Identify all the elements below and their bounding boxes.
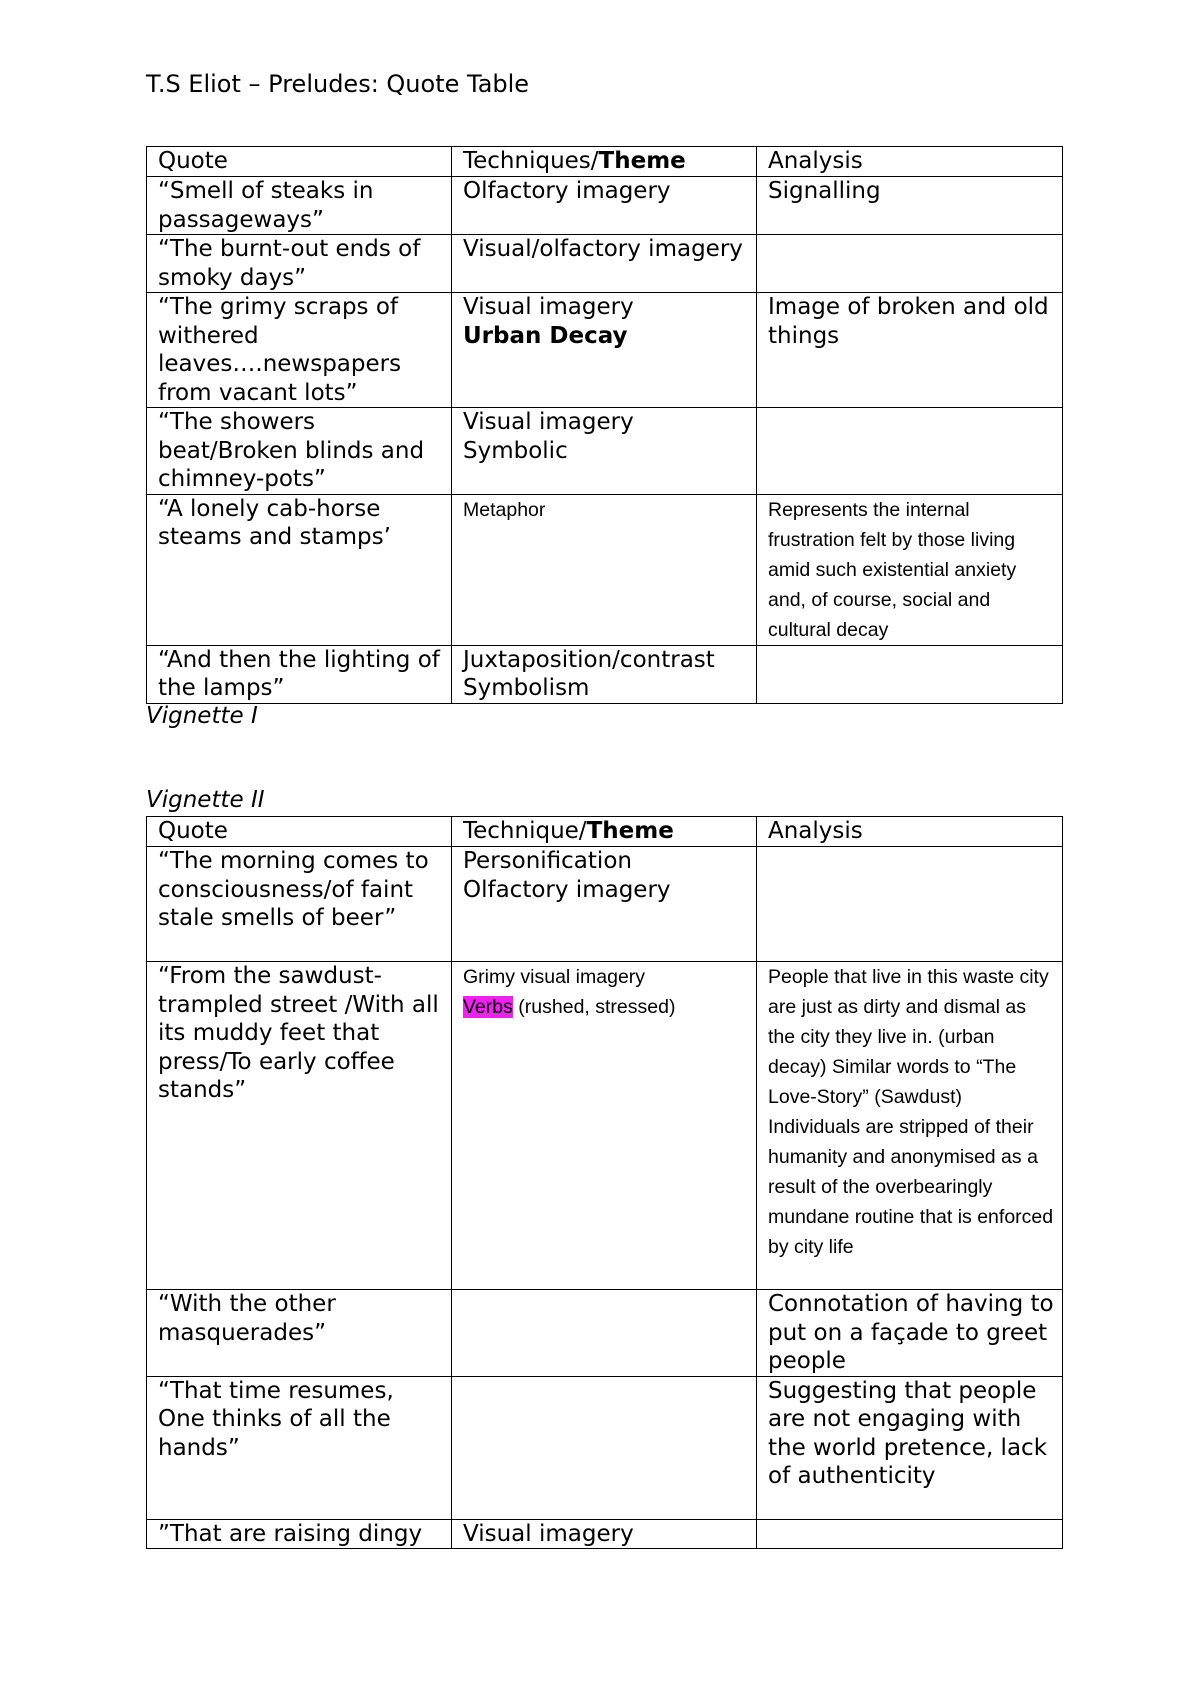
vignette-1-table (146, 146, 1063, 704)
table-row (147, 494, 1063, 645)
table-row (147, 1519, 1063, 1549)
technique-cell (452, 645, 757, 703)
technique-cell (452, 1290, 757, 1377)
quote-cell: “A lonely cab-horse steams and stamps’ (147, 494, 452, 645)
vignette-2-caption: Vignette II (146, 787, 265, 813)
table-row (147, 1376, 1063, 1519)
technique-theme: Urban Decay (463, 322, 628, 349)
quote-cell: “And then the lighting of the lamps” (147, 645, 452, 703)
analysis-cell: Image of broken and old things (757, 293, 1063, 408)
technique-cell: Visual imagery (452, 1519, 757, 1549)
table-row (147, 1290, 1063, 1377)
table-row (147, 408, 1063, 495)
header-technique-bold: Theme (586, 818, 674, 844)
table-row (147, 235, 1063, 293)
analysis-cell (757, 408, 1063, 495)
table-row (147, 293, 1063, 408)
header-technique-prefix: Techniques/ (463, 148, 599, 174)
technique-line: Personification (463, 848, 632, 874)
quote-cell: “From the sawdust-trampled street /With all its muddy feet that press/To early coffee stands” (147, 962, 452, 1290)
table-row (147, 645, 1063, 703)
technique-cell (452, 1376, 757, 1519)
quote-cell: “The showers beat/Broken blinds and chimney-pots” (147, 408, 452, 495)
page-title: T.S Eliot – Preludes: Quote Table (146, 70, 530, 98)
analysis-cell: Represents the internal frustration felt by those living amid such existential anxiety and, of course, social and cultural decay (757, 494, 1063, 645)
header-technique (452, 817, 757, 847)
analysis-cell: Connotation of having to put on a façade to greet people (757, 1290, 1063, 1377)
header-row (147, 817, 1063, 847)
technique-cell (452, 293, 757, 408)
technique-rest: (rushed, stressed) (512, 996, 676, 1018)
table-row (147, 962, 1063, 1290)
quote-cell: “That time resumes, One thinks of all the hands” (147, 1376, 452, 1519)
table-row (147, 847, 1063, 962)
highlighted-verbs: Verbs (463, 996, 513, 1018)
quote-cell: “Smell of steaks in passageways” (147, 177, 452, 235)
quote-cell: “The morning comes to consciousness/of faint stale smells of beer” (147, 847, 452, 962)
vignette-2-table (146, 816, 1063, 1549)
technique-line: Symbolic (463, 437, 568, 464)
analysis-cell (757, 645, 1063, 703)
analysis-cell: People that live in this waste city are just as dirty and dismal as the city they live in. (urban decay) Similar words to “The Love-Story” (Sawdust) Individuals are stripped of their humanity and anonymised as a result of the overbearingly mundane routine that is enforced by city life (757, 962, 1063, 1290)
quote-cell: “The burnt-out ends of smoky days” (147, 235, 452, 293)
technique-line: Olfactory imagery (463, 876, 671, 903)
technique-line: Symbolism (463, 675, 590, 701)
technique-line: Visual imagery (463, 409, 634, 435)
vignette-1-caption: Vignette I (146, 703, 258, 729)
header-row (147, 147, 1063, 177)
quote-cell: “The grimy scraps of withered leaves….newspapers from vacant lots” (147, 293, 452, 408)
quote-cell: ”That are raising dingy (147, 1519, 452, 1549)
header-technique-bold: Theme (598, 148, 686, 174)
header-technique (452, 147, 757, 177)
technique-cell (452, 847, 757, 962)
header-technique-prefix: Technique/ (463, 818, 587, 844)
quote-cell: “With the other masquerades” (147, 1290, 452, 1377)
header-quote: Quote (147, 817, 452, 847)
technique-line: Grimy visual imagery (463, 966, 646, 988)
header-analysis: Analysis (757, 817, 1063, 847)
technique-cell: Metaphor (452, 494, 757, 645)
technique-cell: Olfactory imagery (452, 177, 757, 235)
technique-cell (452, 408, 757, 495)
table-row (147, 177, 1063, 235)
analysis-cell (757, 847, 1063, 962)
analysis-cell: Suggesting that people are not engaging with the world pretence, lack of authenticity (757, 1376, 1063, 1519)
header-quote: Quote (147, 147, 452, 177)
technique-line: Juxtaposition/contrast (463, 646, 715, 673)
technique-line: Visual imagery (463, 294, 634, 320)
header-analysis: Analysis (757, 147, 1063, 177)
technique-line (463, 992, 748, 1022)
technique-cell (452, 962, 757, 1290)
analysis-cell (757, 1519, 1063, 1549)
analysis-cell (757, 235, 1063, 293)
analysis-cell: Signalling (757, 177, 1063, 235)
technique-cell: Visual/olfactory imagery (452, 235, 757, 293)
